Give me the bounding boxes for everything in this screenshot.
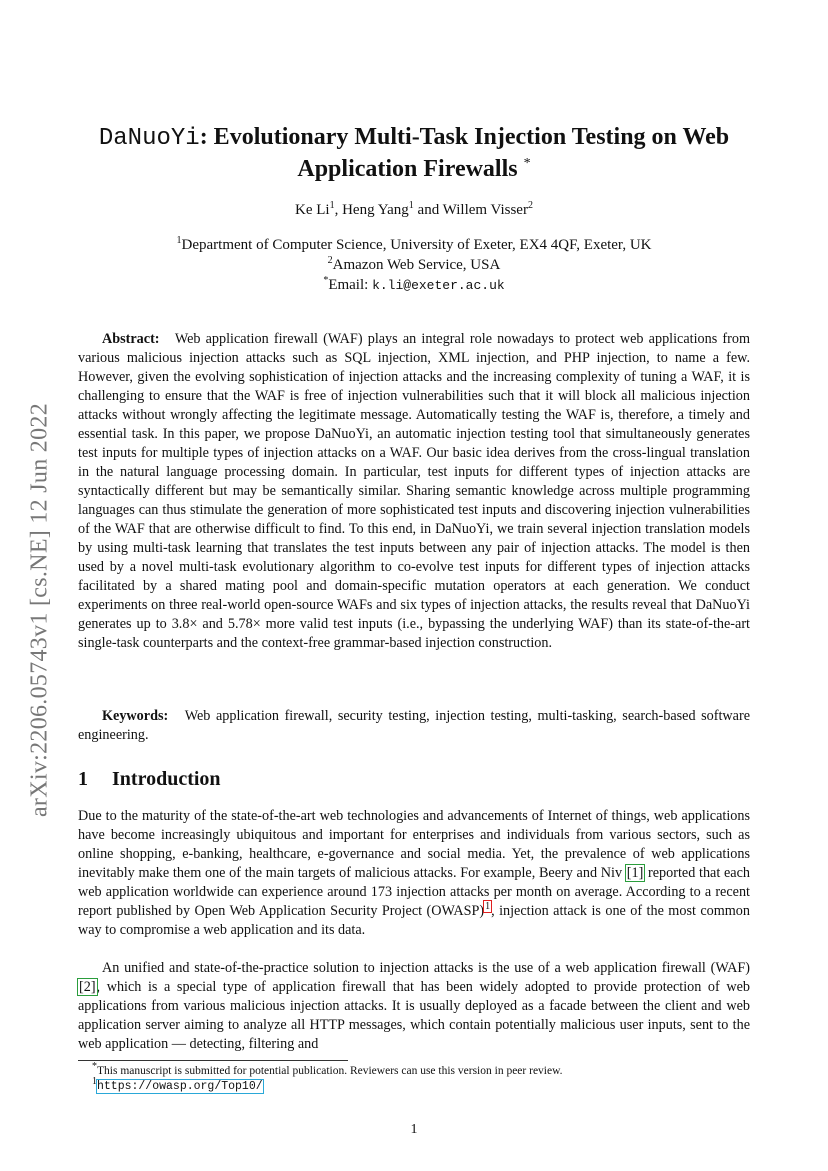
author-3-affil: 2 <box>527 200 533 211</box>
affiliation-1 <box>78 235 750 255</box>
affiliation-2-text: Amazon Web Service, USA <box>332 257 501 273</box>
intro-paragraph-1 <box>78 807 750 940</box>
affiliation-1-mark: 1 <box>176 235 182 246</box>
citation-link-2[interactable]: [2] <box>79 979 96 995</box>
page-number: 1 <box>410 1122 418 1137</box>
author-3: Willem Visser <box>442 202 528 218</box>
affiliation-1-text: Department of Computer Science, University of Exeter, EX4 4QF, Exeter, UK <box>181 237 652 253</box>
keywords <box>78 707 750 745</box>
arxiv-identifier: arXiv:2206.05743v1 [cs.NE] 12 Jun 2022 <box>26 402 53 818</box>
keywords-text: Web application firewall, security testing, injection testing, multi-tasking, search-based software engineering. <box>78 708 750 743</box>
author-1: Ke Li <box>295 202 330 218</box>
abstract-label: Abstract: <box>102 331 160 347</box>
author-separator: and <box>413 202 443 218</box>
footnote-2-mark: 1 <box>92 1076 97 1088</box>
intro-p1-text-b: reported that each web application worldwide can experience around 173 injection attacks per month on average. According to a recent report published by Open Web Application Security Project (OWASP) <box>78 865 750 919</box>
intro-p2-text-a: An unified and state-of-the-practice solution to injection attacks is the use of a web application firewall (WAF) <box>102 960 750 976</box>
author-list <box>78 202 750 219</box>
abstract <box>78 330 750 653</box>
author-2: Heng Yang <box>342 202 409 218</box>
abstract-text: Web application firewall (WAF) plays an integral role nowadays to protect web applications from various malicious injection attacks such as SQL injection, XML injection, and PHP injection, to name a few. However, given the evolving sophistication of injection attacks and the increasing complexity of tuning a WAF, it is challenging to ensure that the WAF is free of injection vulnerabilities such that it will block all malicious injection attacks without wrongly affecting the legitimate message. Automatically testing the WAF is, therefore, a timely and essential task. In this paper, we propose DaNuoYi, an automatic injection testing tool that simultaneously generates test inputs for multiple types of injection attacks on a WAF. Our basic idea derives from the cross-lingual translation in the natural language processing domain. In particular, test inputs for different types of injection attacks are syntactically different but may be semantically similar. Sharing semantic knowledge across multiple programming languages can thus stimulate the generation of more sophisticated test inputs and discovering injection vulnerabilities of the WAF that are otherwise difficult to find. To this end, in DaNuoYi, we train several injection translation models by using multi-task learning that translates the test inputs between any pair of injection attacks. The model is then used by a novel multi-task evolutionary algorithm to co-evolve test inputs for different types of injection attacks facilitated by a shared mating pool and domain-specific mutation operators at each generation. We conduct experiments on three real-world open-source WAFs and six types of injection attacks, the results reveal that DaNuoYi generates up to 3.8× and 5.78× more valid test inputs (i.e., bypassing the underlying WAF) than its state-of-the-art single-task counterparts and the context-free grammar-based injection construction. <box>78 331 750 651</box>
email-mark: * <box>323 275 329 286</box>
footnote-link-1[interactable]: 1 <box>485 901 491 913</box>
citation-link-1[interactable]: [1] <box>626 865 644 881</box>
footnote-1 <box>78 1061 750 1079</box>
section-title: Introduction <box>112 768 221 790</box>
section-number: 1 <box>78 768 88 790</box>
intro-paragraph-2 <box>78 959 750 1054</box>
email-address: k.li@exeter.ac.uk <box>372 278 505 293</box>
title-text: : Evolutionary Multi-Task Injection Testing on Web Application Firewalls <box>199 124 730 182</box>
keywords-label: Keywords: <box>102 708 169 724</box>
footnote-2 <box>78 1076 750 1094</box>
affiliation-2-mark: 2 <box>327 255 333 266</box>
affiliations <box>78 235 750 296</box>
title-footnote-mark: * <box>523 156 531 171</box>
intro-p1-text-a: Due to the maturity of the state-of-the-art web technologies and advancements of Internet of things, web applications have become increasingly ubiquitous and important for enterprises and individuals from various sectors, such as online shopping, e-banking, healthcare, e-governance and social media. Yet, the prevalence of web applications inevitably make them one of the main targets of malicious attacks. For example, Beery and Niv <box>78 808 750 881</box>
tool-name: DaNuoYi <box>98 125 200 152</box>
contact-email <box>78 275 750 296</box>
footnote-divider <box>78 1060 348 1061</box>
section-heading-introduction <box>78 768 221 791</box>
arxiv-sidebar-stamp <box>20 365 60 855</box>
author-separator: , <box>334 202 343 218</box>
email-label: Email: <box>328 277 373 293</box>
author-2-affil: 1 <box>408 200 414 211</box>
intro-p1-text-c: , injection attack is one of the most common way to compromise a web application and its data. <box>78 903 750 938</box>
author-1-affil: 1 <box>329 200 335 211</box>
intro-p2-text-b: , which is a special type of application firewall that has been widely adopted to provide protection of web applications from various malicious injection attacks. It is usually deployed as a facade between the client and web application server aiming to analyze all HTTP messages, which contain potentially malicious user inputs, sent to the web application — detecting, filtering and <box>78 979 750 1052</box>
paper-title <box>78 122 750 185</box>
footnote-1-mark: * <box>92 1061 97 1073</box>
footnote-2-url-link[interactable]: https://owasp.org/Top10/ <box>97 1080 263 1093</box>
footnote-1-text: This manuscript is submitted for potential publication. Reviewers can use this version in peer review. <box>97 1065 563 1077</box>
affiliation-2 <box>78 255 750 275</box>
